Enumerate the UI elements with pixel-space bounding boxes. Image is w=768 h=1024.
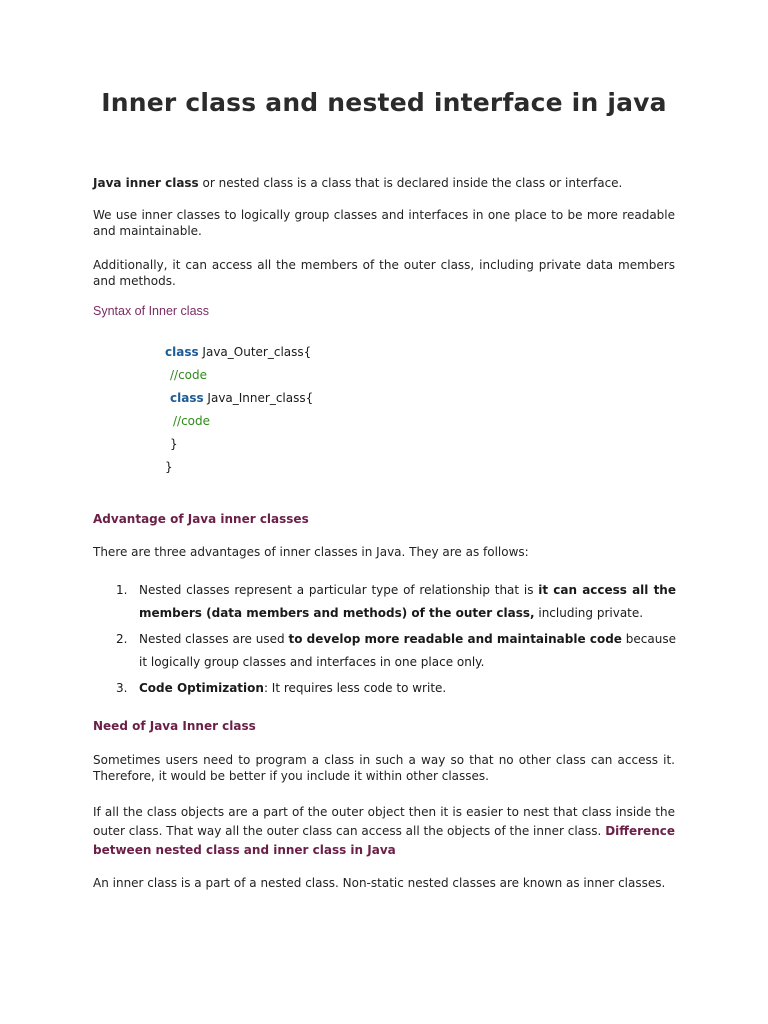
code-text: Java_Outer_class{: [198, 345, 312, 359]
list-text: Nested classes are used: [139, 632, 289, 646]
advantage-intro: There are three advantages of inner classes in Java. They are as follows:: [93, 545, 529, 559]
need-paragraph-text: If all the class objects are a part of the outer object then it is easier to nest that class inside the outer class. That way all the outer class can access all the objects of the inner class.: [93, 805, 675, 838]
syntax-heading: Syntax of Inner class: [93, 304, 210, 318]
intro-text: or nested class is a class that is declared inside the class or interface.: [198, 176, 623, 190]
intro-bold-term: Java inner class: [93, 176, 199, 190]
list-text: because it logically group classes and interfaces in one place only.: [139, 632, 676, 669]
list-item: [116, 628, 676, 674]
page-title: Inner class and nested interface in java: [101, 88, 667, 117]
list-text: : It requires less code to write.: [263, 681, 447, 695]
list-bold-text: it can access all the members (data members and methods) of the outer class,: [139, 583, 676, 620]
need-paragraph-1: Sometimes users need to program a class in such a way so that no other class can access it. Therefore, it would be better if you include it within other classes.: [93, 753, 675, 783]
list-text: including private.: [534, 606, 644, 620]
paragraph-grouping: We use inner classes to logically group classes and interfaces in one place to be more readable and maintainable.: [93, 208, 675, 238]
advantage-list: [116, 579, 676, 700]
code-line-2-comment: //code: [170, 368, 208, 382]
code-line-6-brace: }: [165, 460, 173, 474]
difference-heading: Difference between nested class and inner class in Java: [93, 824, 675, 857]
list-number: 2.: [116, 632, 128, 646]
need-heading: Need of Java Inner class: [93, 719, 256, 733]
code-line-3: [170, 390, 313, 406]
code-text: Java_Inner_class{: [203, 391, 314, 405]
code-line-4-comment: //code: [173, 414, 211, 428]
need-paragraph-2: [93, 803, 675, 860]
intro-paragraph: [93, 175, 675, 191]
list-bold-text: Code Optimization: [139, 681, 264, 695]
list-text: Nested classes represent a particular type of relationship that is: [139, 583, 539, 597]
list-item: [116, 579, 676, 625]
code-line-1: [165, 344, 311, 360]
advantage-heading: Advantage of Java inner classes: [93, 512, 309, 526]
paragraph-access: Additionally, it can access all the members of the outer class, including private data members and methods.: [93, 258, 675, 288]
code-keyword: class: [170, 391, 204, 405]
code-keyword: class: [165, 345, 199, 359]
list-number: 3.: [116, 681, 128, 695]
list-item: [116, 677, 676, 700]
code-line-5-brace: }: [170, 437, 178, 451]
list-bold-text: to develop more readable and maintainable code: [288, 632, 622, 646]
list-number: 1.: [116, 583, 128, 597]
difference-paragraph: An inner class is a part of a nested class. Non-static nested classes are known as inner classes.: [93, 876, 666, 890]
